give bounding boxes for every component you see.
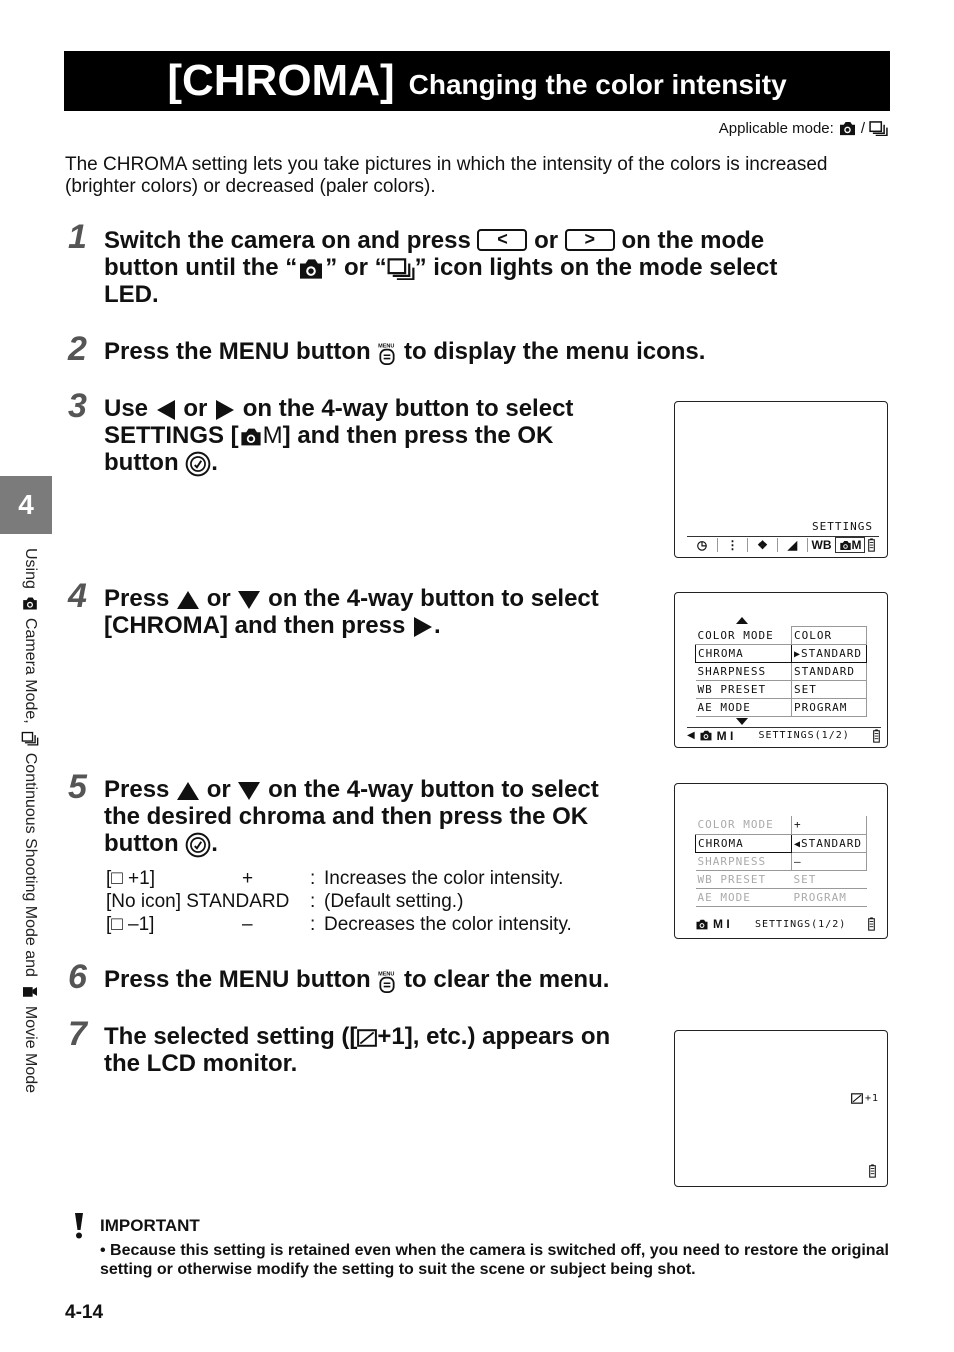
menu-row [696,699,867,717]
side-text-part4: Movie Mode [22,1005,39,1094]
step-2-text-a: Press the MENU button [104,338,371,365]
chroma-icon [357,1029,377,1047]
step-7-number: 7 [68,1015,87,1053]
menu-row [696,852,867,870]
applicable-mode [719,120,888,137]
option-row [106,891,572,912]
camera-icon [699,730,713,741]
ok-button-icon [185,832,211,858]
continuous-shooting-icon [22,731,39,745]
menu-value-dimmed: SET [792,870,867,888]
chapter-tab: 4 [0,476,52,534]
title-main: [CHROMA] [167,56,395,105]
option-desc: (Default setting.) [324,891,464,912]
selector-arrow-icon: ◀ [794,838,802,850]
menu-button-icon [377,340,397,366]
title-sub: Changing the color intensity [408,69,787,100]
menu-value: PROGRAM [792,699,867,717]
lcd-screen-monitor [674,1030,888,1187]
chroma-option-standard-text: STANDARD [801,836,863,850]
lcd3-footer-text: SETTINGS(1/2) [755,918,847,930]
lcd3-footer [695,916,881,932]
left-arrow-icon [155,399,177,421]
step-2-text [104,338,894,366]
left-key-icon: < [477,229,527,251]
step-3-text-c: on the 4-way button to select [242,395,574,422]
important-body: • Because this setting is retained even when the camera is switched off, you need to restore the original setting or otherwise modify the setting to suit the scene or subject being shot. [100,1242,889,1278]
down-arrow-icon [237,780,261,802]
continuous-shooting-icon [869,121,888,136]
menu-item-dimmed: SHARPNESS [696,852,792,870]
menu-row [696,888,867,906]
step-5-text-c: on the 4-way button to select [268,776,599,803]
up-arrow-icon [176,589,200,611]
back-arrow-icon: ◀ [687,730,695,741]
focus-icon: ❖ [747,538,777,552]
step-5-text-b: or [206,776,231,803]
step-3-text-g: . [211,449,218,476]
chroma-option-standard [792,834,867,852]
step-5-text-e: button [104,830,179,857]
step-5-text-d: the desired chroma and then press the OK [104,803,589,830]
chroma-indicator [851,1093,879,1104]
quality-icon: ⋮ [717,538,747,552]
menu-row [696,870,867,888]
ok-button-icon [185,451,211,477]
exclamation-icon [70,1212,88,1240]
step-4-text-c: on the 4-way button to select [268,585,599,612]
step-1-text-a: Switch the camera on and press [104,227,471,254]
menu-item: WB PRESET [696,681,792,699]
menu-item-dimmed: AE MODE [696,888,792,906]
step-5-text-a: Press [104,776,170,803]
step-6-text-a: Press the MENU button [104,966,371,993]
option-desc: Increases the color intensity. [324,868,564,889]
camera-icon [239,427,263,447]
step-1-text-b: or [534,227,559,254]
chroma-option-plus: + [792,816,867,834]
menu-value: COLOR [792,627,867,645]
option-colon: : [310,868,316,889]
step-1-text-c: on the mode [621,227,765,254]
menu-item: COLOR MODE [696,627,792,645]
right-arrow-icon [214,399,236,421]
menu-value-selected [792,645,867,663]
exposure-icon: ◢ [777,538,807,552]
applicable-mode-separator: / [860,120,865,137]
step-3-text [104,395,664,477]
step-3-text-f: button [104,449,179,476]
step-7-text [104,1023,664,1077]
step-3-text-b: or [183,395,208,422]
self-timer-icon: ◷ [696,538,708,552]
step-5-number: 5 [68,768,87,806]
side-text-part2: Camera Mode, [22,617,39,724]
settings-tab-label: M I [713,917,730,931]
chapter-side-text [16,548,44,1198]
option-setting-text: [□ +1] [106,868,155,889]
camera-icon [695,919,709,930]
battery-icon [867,917,876,931]
step-2-text-b: to display the menu icons. [404,338,706,365]
menu-item-dimmed: WB PRESET [696,870,792,888]
step-7-text-b: +1], etc.) appears on [377,1023,611,1050]
lcd2-footer-text: SETTINGS(1/2) [758,730,850,741]
step-6-text [104,966,894,994]
camera-icon [297,258,325,280]
step-4-text-a: Press [104,585,170,612]
step-4-text-d: [CHROMA] and then press [104,612,406,639]
step-1-text-e: ” or “ [325,254,387,281]
step-5-text [104,776,664,858]
menu-item: AE MODE [696,699,792,717]
menu-value: STANDARD [792,663,867,681]
chroma-indicator-value: +1 [864,1093,879,1104]
step-4-text-b: or [206,585,231,612]
menu-row [696,645,867,663]
battery-icon [872,729,881,743]
menu-item: SHARPNESS [696,663,792,681]
step-5-text-f: . [211,830,218,857]
step-4-number: 4 [68,577,87,615]
battery-icon [868,1164,877,1178]
option-symbol: – [242,914,253,935]
step-3-text-a: Use [104,395,149,422]
step-4-text-e: . [434,612,441,639]
menu-item-selected: CHROMA [696,834,792,852]
step-3-text-d: SETTINGS [ [104,422,239,449]
option-symbol: + [242,868,254,889]
scroll-down-icon [736,718,748,725]
selector-arrow-icon: ▶ [794,649,802,660]
option-setting: [□ –1] [106,914,155,935]
menu-value-dimmed: PROGRAM [792,888,867,906]
chroma-options-table [104,866,574,937]
menu-row [696,834,867,852]
step-4-text [104,585,664,639]
step-7-text-c: the LCD monitor. [104,1050,298,1077]
lcd3-menu-table [695,816,867,907]
option-desc: Decreases the color intensity. [324,914,572,935]
step-7-text-a: The selected setting ([ [104,1023,358,1050]
menu-row [696,663,867,681]
applicable-mode-label: Applicable mode: [718,120,834,137]
menu-value: SET [792,681,867,699]
option-row [106,914,572,935]
step-6-text-b: to clear the menu. [404,966,610,993]
up-arrow-icon [176,780,200,802]
lcd-screen-chroma-select [674,783,888,939]
step-2-number: 2 [68,330,87,368]
option-row [106,868,572,889]
menu-value-selected-text: STANDARD [801,647,863,660]
settings-icon [835,537,865,553]
settings-icon-letter: M [851,538,862,552]
page-number: 4-14 [65,1302,104,1323]
movie-icon [22,984,39,998]
camera-icon [838,121,857,136]
menu-row [696,681,867,699]
settings-tab-label: M I [716,728,734,743]
continuous-shooting-icon [387,258,415,280]
right-key-icon: > [565,229,615,251]
menu-item-dimmed: COLOR MODE [696,816,792,834]
option-colon: : [310,914,316,935]
step-3-text-e: ] and then press the OK [282,422,554,449]
battery-icon [867,538,876,552]
step-1-text-f: ” icon lights on the mode select [414,254,778,281]
menu-button-icon [377,968,397,994]
down-arrow-icon [237,589,261,611]
menu-item-selected: CHROMA [696,645,792,663]
step-3-number: 3 [68,387,87,425]
lcd2-footer [687,727,881,743]
step-1-text-g: LED. [104,281,159,308]
lcd1-menu-bar [687,536,879,553]
lcd-screen-settings-menu [674,592,888,748]
lcd2-menu-table [695,626,867,717]
chroma-icon [851,1093,863,1104]
lcd1-settings-label: SETTINGS [812,520,873,533]
option-setting [106,868,240,889]
step-1-text [104,227,894,308]
step-1-number: 1 [68,218,87,256]
side-text-part1: Using [22,548,39,589]
settings-m-letter: M [262,422,283,449]
option-colon: : [310,891,316,912]
menu-row [696,627,867,645]
chroma-option-minus: – [792,852,867,870]
intro-paragraph: The CHROMA setting lets you take pictures in which the intensity of the colors is increased (brighter colors) or decreased (paler colors). [65,154,828,197]
scroll-up-icon [736,617,748,624]
side-text-part3: Continuous Shooting Mode and [22,752,39,977]
step-6-number: 6 [68,958,87,996]
right-arrow-icon [412,616,434,638]
option-setting: [No icon] STANDARD [106,891,290,912]
important-title: IMPORTANT [100,1216,200,1235]
wb-icon: WB [807,538,835,552]
menu-row [696,816,867,834]
title-banner [64,51,890,111]
lcd-screen-settings-icons [674,401,888,558]
step-1-text-d: button until the “ [104,254,298,281]
camera-icon [22,596,39,610]
